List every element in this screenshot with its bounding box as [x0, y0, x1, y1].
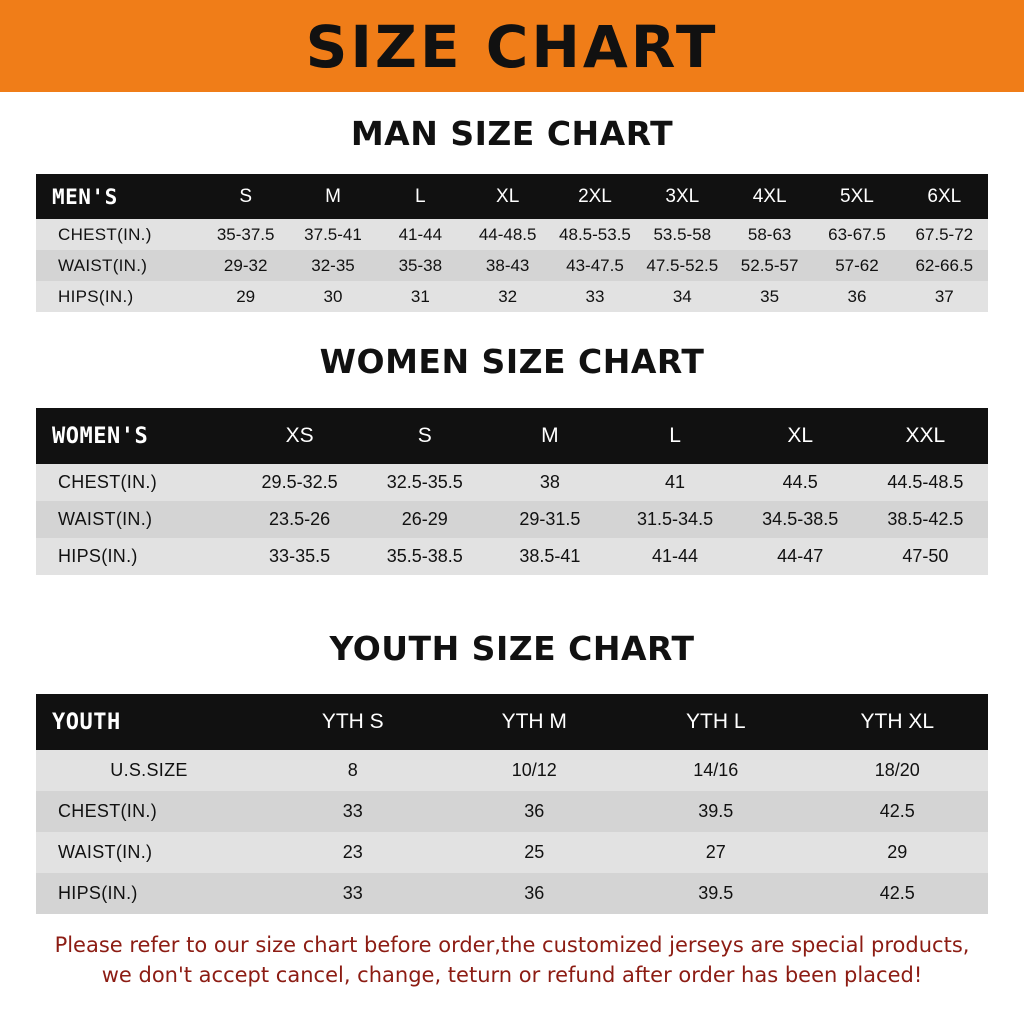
table-cell: 44-47: [777, 546, 824, 566]
men-column-header: S: [239, 185, 252, 207]
table-cell: 29: [887, 842, 908, 862]
table-cell: 32-35: [311, 255, 355, 275]
table-cell: 38-43: [485, 255, 530, 275]
youth-row-label: WAIST(IN.): [58, 842, 153, 862]
footer-note-line-2: we don't accept cancel, change, teturn or refund after order has been placed!: [101, 963, 923, 988]
table-cell: 31.5-34.5: [637, 509, 714, 529]
table-cell: 42.5: [879, 801, 915, 821]
table-cell: 38.5-41: [519, 546, 581, 566]
men-column-header: 5XL: [840, 185, 874, 207]
youth-column-header: YTH XL: [860, 710, 935, 733]
youth-row-label: CHEST(IN.): [58, 801, 157, 821]
youth-section-heading: YOUTH SIZE CHART: [329, 629, 695, 668]
table-cell: 47-50: [902, 546, 949, 566]
table-cell: 38.5-42.5: [887, 509, 964, 529]
page-title: SIZE CHART: [305, 13, 719, 81]
table-cell: 44-48.5: [478, 224, 537, 244]
table-cell: 35-38: [398, 255, 443, 275]
table-cell: 27: [705, 842, 726, 862]
table-cell: 29-31.5: [519, 509, 581, 529]
page-banner: [0, 0, 1024, 92]
table-cell: 32: [498, 286, 518, 306]
table-cell: 63-67.5: [828, 224, 886, 244]
table-row: [36, 219, 988, 250]
women-column-header: S: [417, 424, 432, 447]
table-cell: 67.5-72: [915, 224, 974, 244]
table-cell: 26-29: [401, 509, 448, 529]
men-column-header: 3XL: [665, 185, 700, 207]
table-cell: 8: [347, 760, 358, 780]
table-cell: 29.5-32.5: [261, 472, 338, 492]
table-cell: 34: [672, 286, 692, 306]
table-cell: 36: [524, 883, 545, 903]
table-row: [36, 873, 988, 914]
table-cell: 10/12: [511, 760, 557, 780]
footer-note-line-1: Please refer to our size chart before order,the customized jerseys are special products,: [54, 933, 970, 957]
youth-row-label: HIPS(IN.): [58, 883, 138, 903]
women-row-label: WAIST(IN.): [58, 509, 153, 529]
table-cell: 37: [934, 286, 954, 306]
youth-row-label: U.S.SIZE: [110, 760, 188, 780]
youth-row-label-header: YOUTH: [52, 709, 121, 735]
table-cell: 33: [585, 286, 605, 306]
men-row-label: CHEST(IN.): [58, 224, 152, 244]
table-cell: 48.5-53.5: [559, 224, 631, 244]
table-cell: 29-32: [223, 255, 268, 275]
table-cell: 31: [410, 286, 430, 306]
table-cell: 62-66.5: [915, 255, 974, 275]
men-row-label-header: MEN'S: [52, 184, 118, 209]
table-cell: 29: [236, 286, 256, 306]
table-cell: 41-44: [398, 224, 443, 244]
table-row: [36, 281, 988, 312]
women-size-table: [36, 408, 988, 575]
table-cell: 57-62: [835, 255, 879, 275]
table-cell: 35.5-38.5: [386, 546, 463, 566]
youth-column-header: YTH S: [321, 710, 384, 733]
table-cell: 37.5-41: [304, 224, 362, 244]
table-cell: 41: [665, 472, 686, 492]
women-row-label: HIPS(IN.): [58, 546, 138, 566]
youth-header-row: [36, 694, 988, 750]
table-cell: 35-37.5: [216, 224, 275, 244]
women-section-heading: WOMEN SIZE CHART: [319, 342, 705, 381]
men-column-header: 2XL: [578, 185, 612, 207]
table-cell: 14/16: [693, 760, 739, 780]
men-size-table: [36, 174, 988, 312]
women-header-row: [36, 408, 988, 464]
women-column-header: L: [669, 424, 681, 447]
table-row: [36, 501, 988, 538]
men-column-header: L: [415, 185, 426, 207]
table-row: [36, 791, 988, 832]
table-cell: 39.5: [698, 801, 734, 821]
men-row-label: WAIST(IN.): [58, 255, 148, 275]
table-cell: 53.5-58: [653, 224, 712, 244]
table-cell: 52.5-57: [740, 255, 799, 275]
men-column-header: M: [325, 185, 341, 207]
table-cell: 23.5-26: [269, 509, 331, 529]
table-cell: 42.5: [879, 883, 915, 903]
table-cell: 43-47.5: [566, 255, 624, 275]
table-cell: 32.5-35.5: [386, 472, 463, 492]
table-cell: 38: [539, 472, 560, 492]
table-cell: 44.5-48.5: [887, 472, 964, 492]
women-row-label: CHEST(IN.): [58, 472, 157, 492]
men-row-label: HIPS(IN.): [58, 286, 134, 306]
women-column-header: M: [541, 424, 559, 447]
men-column-header: 6XL: [927, 185, 962, 207]
table-cell: 36: [847, 286, 867, 306]
table-cell: 30: [323, 286, 343, 306]
women-column-header: XS: [285, 424, 314, 447]
table-cell: 35: [760, 286, 780, 306]
table-cell: 33: [342, 801, 363, 821]
table-row: [36, 250, 988, 281]
table-cell: 34.5-38.5: [762, 509, 839, 529]
men-column-header: 4XL: [752, 185, 787, 207]
men-column-header: XL: [496, 185, 520, 207]
table-cell: 36: [524, 801, 545, 821]
table-cell: 23: [342, 842, 363, 862]
men-section-heading: MAN SIZE CHART: [350, 114, 674, 153]
table-cell: 33-35.5: [269, 546, 331, 566]
table-cell: 18/20: [874, 760, 920, 780]
table-cell: 25: [524, 842, 545, 862]
men-header-row: [36, 174, 988, 219]
table-cell: 58-63: [747, 224, 792, 244]
youth-column-header: YTH M: [501, 710, 567, 733]
women-column-header: XXL: [905, 424, 946, 447]
women-row-label-header: WOMEN'S: [52, 423, 149, 449]
table-cell: 44.5: [782, 472, 818, 492]
table-row: [36, 750, 988, 791]
table-cell: 41-44: [652, 546, 699, 566]
table-row: [36, 832, 988, 873]
table-cell: 33: [342, 883, 363, 903]
footer-note: [36, 930, 988, 991]
table-cell: 47.5-52.5: [646, 255, 719, 275]
youth-column-header: YTH L: [685, 710, 746, 733]
table-row: [36, 464, 988, 501]
table-cell: 39.5: [698, 883, 734, 903]
youth-size-table: [36, 694, 988, 914]
women-column-header: XL: [787, 424, 814, 447]
table-row: [36, 538, 988, 575]
